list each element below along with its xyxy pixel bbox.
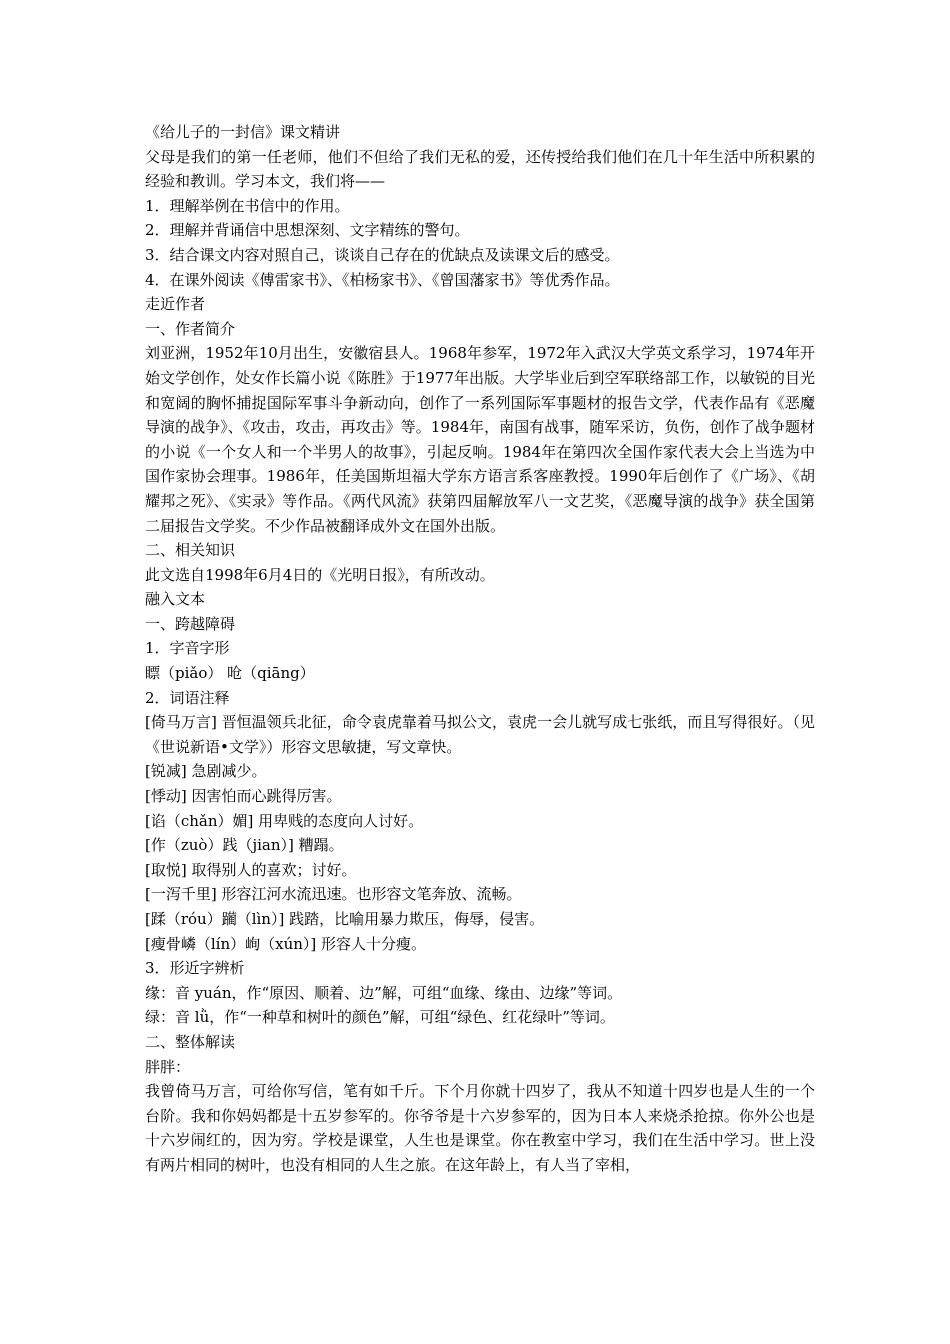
- vocab-entry: [倚马万言] 晋恒温领兵北征，命令袁虎靠着马拟公文，袁虎一会儿就写成七张纸，而且写得很好。（见《世说新语•文学》）形容文思敏捷，写文章快。: [145, 713, 815, 756]
- vocab-entry: [作（zuò）践（jian）] 糟蹋。: [145, 836, 344, 855]
- document-title: 《给儿子的一封信》课文精讲: [145, 123, 341, 141]
- letter-body-paragraph: 我曾倚马万言，可给你写信，笔有如千斤。下个月你就十四岁了，我从不知道十四岁也是人生的一个台阶。我和你妈妈都是十五岁参军的。你爷爷是十六岁参军的，因为日本人来烧杀抢掠。你外公也是十六岁闹红的，因为穷。学校是课堂，人生也是课堂。你在教室中学习，我们在生活中学习。世上没有两片相同的树叶，也没有相同的人生之旅。在这年龄上，有人当了宰相，: [145, 1082, 815, 1174]
- subheading-overall-reading: 二、整体解读: [145, 1032, 236, 1051]
- letter-salutation: 胖胖：: [145, 1057, 191, 1076]
- subheading-obstacles: 一、跨越障碍: [145, 614, 236, 633]
- learning-goal-2: 2．理解并背诵信中思想深刻、文字精练的警句。: [145, 221, 470, 240]
- vocab-entry: [一泻千里] 形容江河水流迅速。也形容文笔奔放、流畅。: [145, 885, 522, 904]
- vocab-entry: [瘦骨嶙（lín）峋（xún）] 形容人十分瘦。: [145, 934, 427, 953]
- vocab-entry: [锐减] 急剧减少。: [145, 762, 267, 781]
- vocab-entry: [取悦] 取得别人的喜欢；讨好。: [145, 860, 357, 879]
- learning-goal-4: 4．在课外阅读《傅雷家书》、《柏杨家书》、《曾国藩家书》等优秀作品。: [145, 270, 620, 289]
- learning-goal-1: 1．理解举例在书信中的作用。: [145, 196, 350, 215]
- author-bio-paragraph: 刘亚洲，1952年10月出生，安徽宿县人。1968年参军，1972年入武汉大学英文系学习，1974年开始文学创作，处女作长篇小说《陈胜》于1977年出版。大学毕业后到空军联络部工作，以敏锐的目光和宽阔的胸怀捕捉国际军事斗争新动向，创作了一系列国际军事题材的报告文学，代表作品有《恶魔导演的战争》、《攻击，攻击，再攻击》等。1984年，南国有战事，随军采访，负伤，创作了战争题材的小说《一个女人和一个半男人的故事》，引起反响。1984年在第四次全国作家代表大会上当选为中国作家协会理事。1986年，任美国斯坦福大学东方语言系客座教授。1990年后创作了《广场》、《胡耀邦之死》、《实录》等作品。《两代风流》获第四届解放军八一文艺奖，《恶魔导演的战争》获全国第二届报告文学奖。不少作品被翻译成外文在国外出版。: [145, 344, 815, 535]
- vocab-entry: [蹂（róu）躏（lìn）] 践踏，比喻用暴力欺压，侮辱，侵害。: [145, 910, 545, 928]
- pronunciation-list: 瞟（piǎo） 呛（qiāng）: [145, 664, 315, 683]
- source-paragraph: 此文选自1998年6月4日的《光明日报》，有所改动。: [145, 565, 495, 584]
- subheading-related-knowledge: 二、相关知识: [145, 541, 236, 560]
- vocab-entry: [悸动] 因害怕而心跳得厉害。: [145, 787, 342, 806]
- section-heading-author: 走近作者: [145, 295, 206, 314]
- subheading-author-intro: 一、作者简介: [145, 319, 236, 338]
- learning-goal-3: 3．结合课文内容对照自己，谈谈自己存在的优缺点及读课文后的感受。: [145, 245, 620, 264]
- item-vocabulary: 2．词语注释: [145, 688, 230, 707]
- vocab-entry: [谄（chǎn）媚] 用卑贱的态度向人讨好。: [145, 811, 424, 830]
- item-similar-characters: 3．形近字辨析: [145, 959, 245, 978]
- char-entry: 缘：音 yuán，作“原因、顺着、边”解，可组“血缘、缘由、边缘”等词。: [145, 983, 623, 1002]
- section-heading-text: 融入文本: [145, 590, 206, 609]
- document-page: [145, 120, 815, 1178]
- item-pronunciation: 1．字音字形: [145, 639, 230, 658]
- char-entry: 绿：音 lǜ，作“一种草和树叶的颜色”解，可组“绿色、红花绿叶”等词。: [145, 1008, 615, 1027]
- intro-paragraph: 父母是我们的第一任老师，他们不但给了我们无私的爱，还传授给我们他们在几十年生活中所积累的经验和教训。学习本文，我们将——: [145, 147, 815, 191]
